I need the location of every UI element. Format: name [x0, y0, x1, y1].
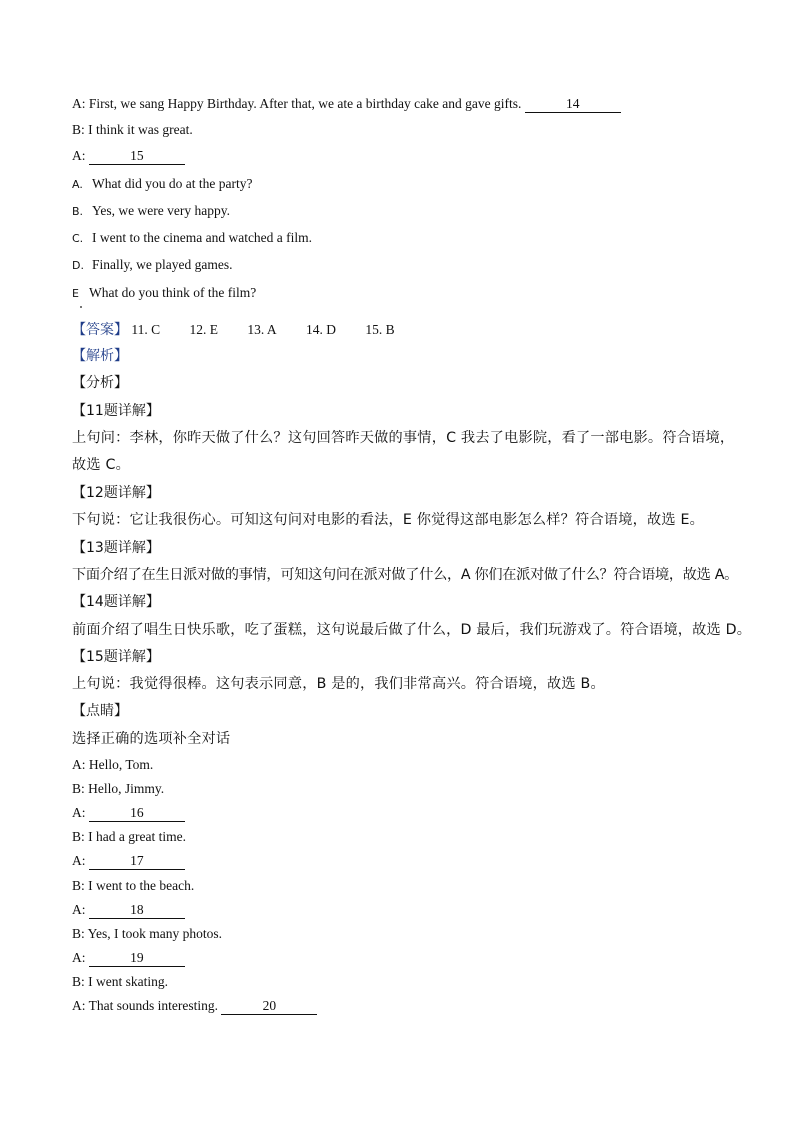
- stray-dot: [80, 306, 82, 308]
- detail-heading-12: 【12题详解】: [72, 485, 160, 501]
- answer-item: 15. B: [365, 322, 395, 337]
- detail-heading-13: 【13题详解】: [72, 540, 160, 556]
- detail-text-11-cont: 故选 C。: [72, 457, 130, 473]
- section2-instruction: 选择正确的选项补全对话: [72, 731, 231, 747]
- answer-blank-19: 19: [89, 950, 185, 967]
- dialogue2-line: B: Hello, Jimmy.: [72, 781, 165, 796]
- dialogue-line-14: A: First, we sang Happy Birthday. After that, we ate a birthday cake and gave gifts. 14: [72, 94, 621, 114]
- answer-blank-20: 20: [221, 998, 317, 1015]
- answer-blank-15: 15: [89, 148, 185, 165]
- detail-text-12: 下句说：它让我很伤心。可知这句问对电影的看法，E 你觉得这部电影怎么样？符合语境，故选 E。: [72, 512, 705, 528]
- answer-blank-18: 18: [89, 902, 185, 919]
- dialogue2-line-20: A: That sounds interesting. 20: [72, 996, 317, 1016]
- dialogue2-line-16: A: 16: [72, 803, 185, 823]
- option-letter: E: [72, 287, 79, 300]
- answer-label: 【答案】: [72, 322, 128, 338]
- detail-text-14: 前面介绍了唱生日快乐歌，吃了蛋糕，这句说最后做了什么，D 最后，我们玩游戏了。符合语境，故选 D。: [72, 622, 752, 638]
- answer-item: 13. A: [247, 322, 277, 337]
- dialogue2-line-19: A: 19: [72, 948, 185, 968]
- answer-item: 12. E: [189, 322, 219, 337]
- detail-heading-15: 【15题详解】: [72, 649, 160, 665]
- option-d: [72, 255, 232, 276]
- option-letter: D.: [72, 259, 84, 272]
- option-text: I went to the cinema and watched a film.: [92, 230, 313, 245]
- option-letter: B.: [72, 205, 84, 218]
- detail-text-11: 上句问：李林，你昨天做了什么？这句回答昨天做的事情，C 我去了电影院，看了一部电影。符合语境，: [72, 430, 735, 446]
- answer-item: 11. C: [131, 322, 161, 337]
- answer-blank-14: 14: [525, 96, 621, 113]
- dialogue2-line: B: I went skating.: [72, 974, 168, 989]
- analysis-heading: 【解析】: [72, 348, 128, 364]
- detail-text-15: 上句说：我觉得很棒。这句表示同意，B 是的，我们非常高兴。符合语境，故选 B。: [72, 676, 605, 692]
- dialogue2-line-17: A: 17: [72, 851, 185, 871]
- option-e: [72, 283, 256, 304]
- fenxi-heading: 【分析】: [72, 375, 128, 391]
- dialogue2-line: B: I had a great time.: [72, 829, 186, 844]
- dianjing-heading: 【点睛】: [72, 703, 128, 719]
- option-text: Finally, we played games.: [92, 257, 233, 272]
- answer-blank-17: 17: [89, 853, 185, 870]
- answer-blank-16: 16: [89, 805, 185, 822]
- option-text: What do you think of the film?: [89, 285, 257, 300]
- dialogue-line-15: A: 15: [72, 146, 185, 166]
- option-text: What did you do at the party?: [92, 176, 253, 191]
- detail-heading-11: 【11题详解】: [72, 403, 160, 419]
- answer-line: [72, 320, 421, 340]
- option-text: Yes, we were very happy.: [92, 203, 230, 218]
- option-letter: C.: [72, 232, 84, 245]
- dialogue2-line: B: I went to the beach.: [72, 878, 195, 893]
- dialogue2-line: B: Yes, I took many photos.: [72, 926, 223, 941]
- option-letter: A.: [72, 178, 83, 191]
- option-a: [72, 174, 252, 195]
- option-b: [72, 201, 230, 222]
- detail-heading-14: 【14题详解】: [72, 594, 160, 610]
- dialogue2-line: A: Hello, Tom.: [72, 757, 154, 772]
- answer-item: 14. D: [306, 322, 337, 337]
- dialogue2-line-18: A: 18: [72, 900, 185, 920]
- option-c: [72, 228, 312, 249]
- detail-text-13: 下面介绍了在生日派对做的事情，可知这句问在派对做了什么，A 你们在派对做了什么？符合语境，故选 A。: [72, 567, 739, 583]
- dialogue-line: B: I think it was great.: [72, 122, 193, 137]
